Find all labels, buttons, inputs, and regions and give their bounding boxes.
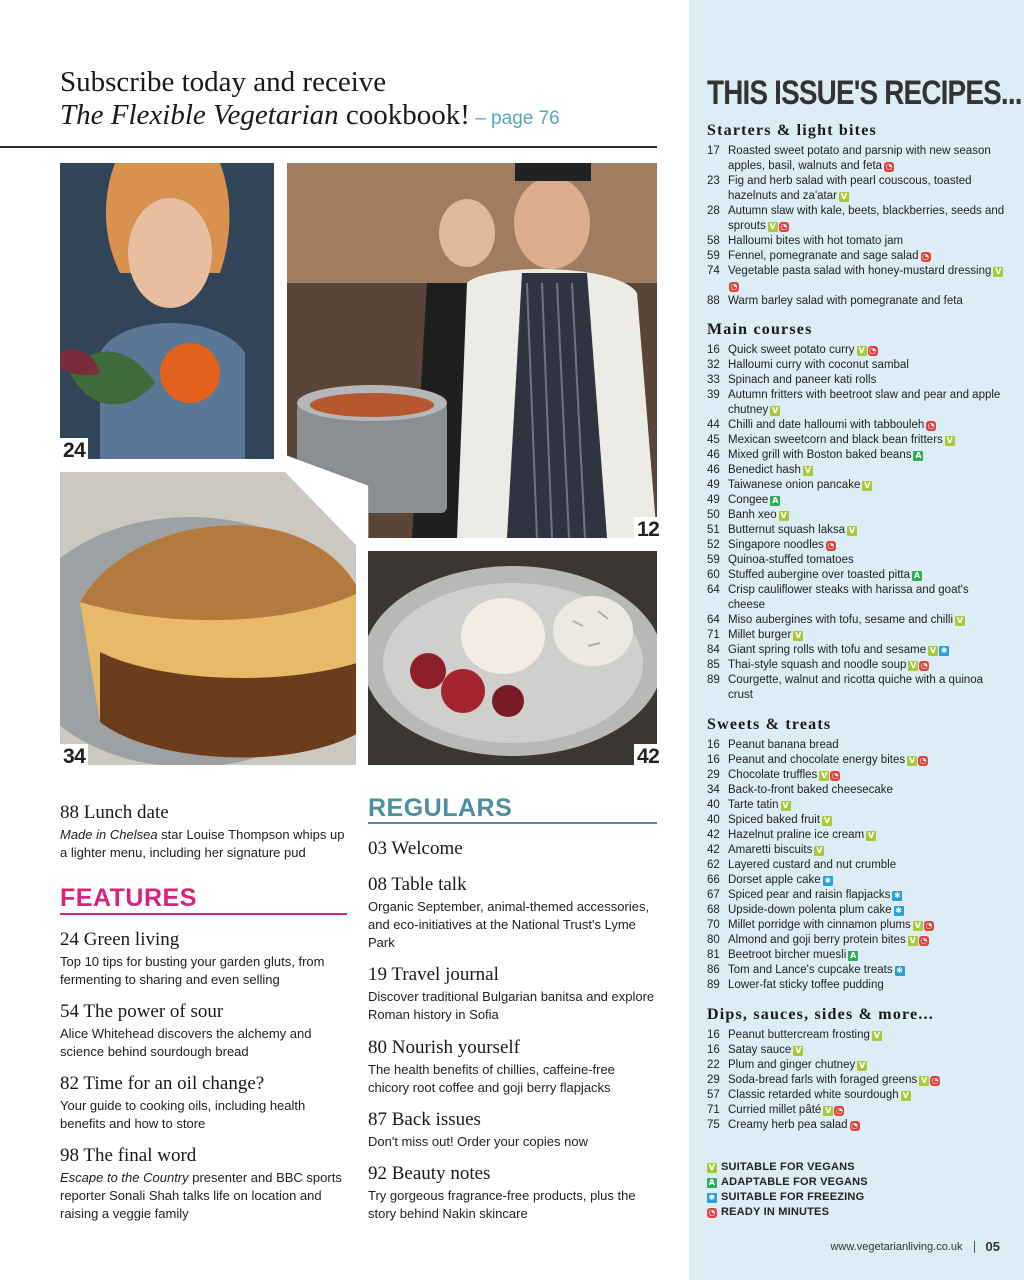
recipe-name: Halloumi curry with coconut sambal bbox=[728, 359, 909, 371]
ready-in-minutes-clock-icon: ◔ bbox=[730, 282, 738, 291]
recipe-name: Quinoa-stuffed tomatoes bbox=[728, 554, 854, 566]
recipe-page-number: 62 bbox=[707, 859, 720, 871]
recipe-page-number: 64 bbox=[707, 614, 720, 626]
article-desc: Top 10 tips for busting your garden gluts, from fermenting to sharing and even selling bbox=[60, 954, 325, 987]
recipe-item[interactable] bbox=[707, 264, 1007, 294]
ready-in-minutes-clock-icon: ◔ bbox=[827, 541, 835, 550]
article-title: 87 Back issues bbox=[368, 1109, 481, 1130]
recipe-page-number: 59 bbox=[707, 250, 720, 262]
recipe-item[interactable] bbox=[707, 583, 1007, 613]
recipe-name: Spiced baked fruit bbox=[728, 814, 821, 826]
freezing-snowflake-icon: ✱ bbox=[824, 876, 832, 885]
recipe-item[interactable] bbox=[707, 523, 1007, 538]
recipe-page-number: 16 bbox=[707, 739, 720, 751]
article-title: 19 Travel journal bbox=[368, 964, 499, 985]
recipe-page-number: 49 bbox=[707, 494, 720, 506]
recipe-page-number: 68 bbox=[707, 904, 720, 916]
freezing-snowflake-icon: ✱ bbox=[894, 891, 901, 900]
features-heading: FEATURES bbox=[60, 884, 197, 912]
recipe-name: Almond and goji berry protein bites bbox=[728, 934, 906, 946]
recipe-name: Singapore noodles bbox=[728, 539, 824, 551]
article-desc: Alice Whitehead discovers the alchemy and science behind sourdough bread bbox=[60, 1026, 312, 1059]
recipe-item[interactable] bbox=[707, 613, 1007, 628]
recipe-name: Amaretti biscuits bbox=[728, 844, 813, 856]
article-title: 08 Table talk bbox=[368, 874, 467, 895]
article-title: 54 The power of sour bbox=[60, 1001, 224, 1022]
recipe-item[interactable] bbox=[707, 813, 1007, 828]
features-divider bbox=[60, 913, 347, 915]
recipe-item[interactable] bbox=[707, 903, 1007, 918]
vegan-icon: V bbox=[772, 406, 779, 415]
recipe-page-number: 34 bbox=[707, 784, 720, 796]
recipe-page-number: 89 bbox=[707, 674, 720, 686]
recipe-item[interactable] bbox=[707, 388, 1007, 418]
recipe-item[interactable] bbox=[707, 478, 1007, 493]
freezing-snowflake-icon: ✱ bbox=[896, 966, 903, 975]
recipe-page-number: 42 bbox=[707, 844, 720, 856]
ready-in-minutes-clock-icon: ◔ bbox=[927, 421, 935, 430]
freezing-snowflake-icon: ✱ bbox=[708, 1193, 716, 1202]
recipe-page-number: 59 bbox=[707, 554, 720, 566]
vegan-icon: V bbox=[930, 646, 937, 655]
subscribe-line-rest: cookbook! bbox=[338, 99, 470, 131]
vegan-icon: V bbox=[804, 466, 811, 475]
freezing-snowflake-icon: ✱ bbox=[940, 646, 948, 655]
recipe-page-number: 51 bbox=[707, 524, 720, 536]
recipe-item[interactable] bbox=[707, 343, 1007, 358]
legend-item bbox=[707, 1160, 868, 1175]
recipe-name: Thai-style squash and noodle soup bbox=[728, 659, 907, 671]
photo-page-number: 34 bbox=[60, 744, 88, 768]
recipe-page-number: 23 bbox=[707, 175, 720, 187]
recipe-section-heading: Dips, sauces, sides & more... bbox=[707, 1006, 934, 1023]
legend-label: SUITABLE FOR FREEZING bbox=[721, 1191, 865, 1203]
vegan-icon: V bbox=[769, 222, 776, 231]
feature-article[interactable] bbox=[60, 1001, 350, 1061]
legend-label: SUITABLE FOR VEGANS bbox=[721, 1161, 855, 1173]
article-title: 88 Lunch date bbox=[60, 802, 169, 823]
article-desc: The health benefits of chillies, caffeine-free chicory root coffee and goji berry flapjacks bbox=[368, 1062, 615, 1095]
recipe-item[interactable] bbox=[707, 373, 1007, 388]
recipe-item[interactable] bbox=[707, 753, 1007, 768]
recipe-name: Upside-down polenta plum cake bbox=[728, 904, 892, 916]
regular-article[interactable] bbox=[368, 838, 658, 860]
recipe-page-number: 45 bbox=[707, 434, 720, 446]
vegan-icon: V bbox=[708, 1163, 716, 1172]
recipe-name: Autumn fritters with beetroot slaw and pear and apple chutney bbox=[728, 389, 1001, 416]
adaptable-vegan-icon: A bbox=[772, 496, 779, 505]
recipe-item[interactable] bbox=[707, 858, 1007, 873]
subscribe-line: Subscribe today and receive bbox=[60, 66, 387, 98]
page-footer bbox=[830, 1239, 1000, 1254]
recipe-item[interactable] bbox=[707, 673, 1007, 703]
recipe-item[interactable] bbox=[707, 144, 1007, 174]
recipe-name: Roasted sweet potato and parsnip with new season apples, basil, walnuts and feta bbox=[728, 145, 991, 172]
vegan-icon: V bbox=[910, 661, 917, 670]
recipe-page-number: 66 bbox=[707, 874, 720, 886]
recipe-name: Dorset apple cake bbox=[728, 874, 821, 886]
recipe-page-number: 17 bbox=[707, 145, 720, 157]
recipe-page-number: 75 bbox=[707, 1119, 720, 1131]
photo-page-number: 42 bbox=[634, 744, 662, 768]
recipe-item[interactable] bbox=[707, 738, 1007, 753]
recipe-item[interactable] bbox=[707, 798, 1007, 813]
recipe-name: Fennel, pomegranate and sage salad bbox=[728, 250, 919, 262]
ready-in-minutes-clock-icon: ◔ bbox=[835, 1106, 843, 1115]
recipe-name: Spinach and paneer kati rolls bbox=[728, 374, 877, 386]
recipe-name: Banh xeo bbox=[728, 509, 777, 521]
vegan-icon: V bbox=[864, 481, 871, 490]
recipe-item[interactable] bbox=[707, 1103, 1007, 1118]
recipe-page-number: 71 bbox=[707, 629, 720, 641]
recipe-section-heading: Starters & light bites bbox=[707, 122, 877, 139]
recipe-item[interactable] bbox=[707, 1028, 1007, 1043]
ready-in-minutes-clock-icon: ◔ bbox=[885, 162, 893, 171]
recipe-page-number: 86 bbox=[707, 964, 720, 976]
recipe-page-number: 29 bbox=[707, 769, 720, 781]
cookbook-title: The Flexible Vegetarian bbox=[60, 99, 339, 131]
recipe-item[interactable] bbox=[707, 508, 1007, 523]
recipe-item[interactable] bbox=[707, 1088, 1007, 1103]
recipe-section-starters bbox=[707, 121, 1007, 309]
recipe-item[interactable] bbox=[707, 948, 1007, 963]
recipe-item[interactable] bbox=[707, 1118, 1007, 1133]
recipe-page-number: 70 bbox=[707, 919, 720, 931]
recipe-section-heading: Main courses bbox=[707, 321, 813, 338]
vegan-icon: V bbox=[946, 436, 953, 445]
recipe-name: Courgette, walnut and ricotta quiche with a quinoa crust bbox=[728, 674, 984, 701]
recipe-page-number: 71 bbox=[707, 1104, 720, 1116]
recipe-page-number: 33 bbox=[707, 374, 720, 386]
recipe-item[interactable] bbox=[707, 963, 1007, 978]
vegan-icon: V bbox=[780, 511, 787, 520]
recipe-name: Beetroot bircher muesli bbox=[728, 949, 847, 961]
ready-in-minutes-clock-icon: ◔ bbox=[920, 661, 928, 670]
recipe-item[interactable] bbox=[707, 463, 1007, 478]
recipe-item[interactable] bbox=[707, 918, 1007, 933]
recipe-page-number: 84 bbox=[707, 644, 720, 656]
ready-in-minutes-clock-icon: ◔ bbox=[931, 1076, 939, 1085]
recipe-name: Hazelnut praline ice cream bbox=[728, 829, 865, 841]
lunch-date-article[interactable] bbox=[60, 802, 350, 862]
vegan-icon: V bbox=[873, 1031, 881, 1040]
recipe-name: Classic retarded white sourdough bbox=[728, 1089, 899, 1101]
article-desc: star Louise Thompson whips up a lighter menu, including her signature pud bbox=[60, 827, 345, 860]
legend-label: ADAPTABLE FOR VEGANS bbox=[721, 1176, 868, 1188]
article-desc: presenter and BBC sports reporter Sonali Shah talks life on location and raising a veggie family bbox=[60, 1170, 342, 1221]
recipe-item[interactable] bbox=[707, 294, 1007, 309]
recipe-page-number: 58 bbox=[707, 235, 720, 247]
recipe-name: Congee bbox=[728, 494, 769, 506]
subscribe-page-link[interactable]: – page 76 bbox=[469, 108, 560, 129]
vegan-icon: V bbox=[795, 1046, 802, 1055]
legend-item bbox=[707, 1205, 868, 1220]
ready-in-minutes-clock-icon: ◔ bbox=[831, 771, 839, 780]
recipe-section-mains bbox=[707, 320, 1007, 703]
recipes-title: THIS ISSUE'S RECIPES... bbox=[707, 74, 1022, 112]
recipe-name: Creamy herb pea salad bbox=[728, 1119, 848, 1131]
recipe-name: Vegetable pasta salad with honey-mustard dressing bbox=[728, 265, 992, 277]
recipe-name: Benedict hash bbox=[728, 464, 801, 476]
header-divider bbox=[0, 146, 657, 148]
recipe-name: Butternut squash laksa bbox=[728, 524, 845, 536]
adaptable-vegan-icon: A bbox=[913, 571, 921, 580]
recipe-item[interactable] bbox=[707, 249, 1007, 264]
recipe-section-dips bbox=[707, 1005, 1007, 1133]
vegan-icon: V bbox=[840, 192, 848, 201]
recipe-name: Halloumi bites with hot tomato jam bbox=[728, 235, 904, 247]
recipe-item[interactable] bbox=[707, 174, 1007, 204]
ready-in-minutes-clock-icon: ◔ bbox=[920, 936, 928, 945]
article-desc: Your guide to cooking oils, including health benefits and how to store bbox=[60, 1098, 306, 1131]
vegan-icon: V bbox=[816, 846, 823, 855]
recipe-item[interactable] bbox=[707, 553, 1007, 568]
recipe-name: Mexican sweetcorn and black bean fritters bbox=[728, 434, 943, 446]
recipe-section-heading: Sweets & treats bbox=[707, 716, 832, 733]
ready-in-minutes-clock-icon: ◔ bbox=[780, 222, 788, 231]
recipe-name: Crisp cauliflower steaks with harissa and goat's cheese bbox=[728, 584, 969, 611]
recipe-item[interactable] bbox=[707, 448, 1007, 463]
feature-article[interactable] bbox=[60, 1073, 350, 1133]
recipe-item[interactable] bbox=[707, 538, 1007, 553]
recipe-item[interactable] bbox=[707, 888, 1007, 903]
recipe-page-number: 81 bbox=[707, 949, 720, 961]
legend-label: READY IN MINUTES bbox=[721, 1206, 830, 1218]
recipe-page-number: 57 bbox=[707, 1089, 720, 1101]
recipe-item[interactable] bbox=[707, 568, 1007, 583]
regulars-heading: REGULARS bbox=[368, 794, 513, 822]
recipe-item[interactable] bbox=[707, 873, 1007, 888]
adaptable-vegan-icon: A bbox=[915, 451, 922, 460]
vegan-icon: V bbox=[909, 936, 916, 945]
recipe-name: Autumn slaw with kale, beets, blackberries, seeds and sprouts bbox=[728, 205, 1005, 232]
recipe-page-number: 64 bbox=[707, 584, 720, 596]
regular-article[interactable] bbox=[368, 1037, 658, 1097]
ready-in-minutes-clock-icon: ◔ bbox=[869, 346, 877, 355]
recipe-page-number: 22 bbox=[707, 1059, 720, 1071]
recipe-page-number: 80 bbox=[707, 934, 720, 946]
regulars-divider bbox=[368, 822, 657, 824]
recipe-page-number: 52 bbox=[707, 539, 720, 551]
recipe-name: Satay sauce bbox=[728, 1044, 792, 1056]
recipe-section-sweets bbox=[707, 715, 1007, 993]
recipe-name: Miso aubergines with tofu, sesame and chilli bbox=[728, 614, 954, 626]
recipe-item[interactable] bbox=[707, 418, 1007, 433]
recipe-name: Spiced pear and raisin flapjacks bbox=[728, 889, 891, 901]
recipe-page-number: 40 bbox=[707, 799, 720, 811]
footer-divider bbox=[974, 1241, 975, 1253]
recipe-item[interactable] bbox=[707, 358, 1007, 373]
recipe-page-number: 16 bbox=[707, 344, 720, 356]
article-title: 98 The final word bbox=[60, 1145, 197, 1166]
recipe-item[interactable] bbox=[707, 1073, 1007, 1088]
adaptable-vegan-icon: A bbox=[850, 951, 857, 960]
vegan-icon: V bbox=[909, 756, 916, 765]
recipe-item[interactable] bbox=[707, 1058, 1007, 1073]
page-number: 05 bbox=[985, 1239, 1000, 1254]
vegan-icon: V bbox=[859, 1061, 866, 1070]
ready-in-minutes-clock-icon: ◔ bbox=[922, 252, 930, 261]
recipe-item[interactable] bbox=[707, 828, 1007, 843]
article-title: 92 Beauty notes bbox=[368, 1163, 491, 1184]
recipe-name: Chocolate truffles bbox=[728, 769, 818, 781]
vegan-icon: V bbox=[868, 831, 875, 840]
recipe-item[interactable] bbox=[707, 933, 1007, 948]
recipe-page-number: 32 bbox=[707, 359, 720, 371]
show-title: Made in Chelsea bbox=[60, 827, 158, 842]
recipe-name: Millet burger bbox=[728, 629, 792, 641]
recipe-item[interactable] bbox=[707, 768, 1007, 783]
recipe-name: Layered custard and nut crumble bbox=[728, 859, 897, 871]
recipe-name: Giant spring rolls with tofu and sesame bbox=[728, 644, 927, 656]
recipe-page-number: 49 bbox=[707, 479, 720, 491]
article-desc: Try gorgeous fragrance-free products, plus the story behind Nakin skincare bbox=[368, 1188, 636, 1221]
recipe-page-number: 16 bbox=[707, 1029, 720, 1041]
regular-article[interactable] bbox=[368, 1163, 658, 1223]
recipe-item[interactable] bbox=[707, 843, 1007, 858]
cheesecake-photo[interactable] bbox=[60, 472, 356, 765]
vegan-icon: V bbox=[995, 267, 1002, 276]
vegan-icon: V bbox=[795, 631, 802, 640]
recipe-name: Stuffed aubergine over toasted pitta bbox=[728, 569, 911, 581]
recipe-page-number: 50 bbox=[707, 509, 720, 521]
recipe-item[interactable] bbox=[707, 1043, 1007, 1058]
recipe-item[interactable] bbox=[707, 658, 1007, 673]
recipe-page-number: 44 bbox=[707, 419, 720, 431]
recipe-item[interactable] bbox=[707, 643, 1007, 658]
freezing-snowflake-icon: ✱ bbox=[895, 906, 902, 915]
vegan-icon: V bbox=[782, 801, 789, 810]
recipe-item[interactable] bbox=[707, 204, 1007, 234]
adaptable-vegan-icon: A bbox=[708, 1178, 716, 1187]
recipe-name: Millet porridge with cinnamon plums bbox=[728, 919, 911, 931]
recipe-name: Tarte tatin bbox=[728, 799, 779, 811]
website-link[interactable]: www.vegetarianliving.co.uk bbox=[830, 1240, 963, 1253]
recipe-item[interactable] bbox=[707, 234, 1007, 249]
recipe-page-number: 88 bbox=[707, 295, 720, 307]
vegan-icon: V bbox=[956, 616, 964, 625]
vegan-icon: V bbox=[848, 526, 856, 535]
vegan-icon: V bbox=[825, 1106, 832, 1115]
recipe-item[interactable] bbox=[707, 493, 1007, 508]
recipe-name: Tom and Lance's cupcake treats bbox=[728, 964, 893, 976]
legend-item bbox=[707, 1175, 868, 1190]
ice-cream-dessert-photo[interactable] bbox=[368, 551, 657, 765]
feature-article[interactable] bbox=[60, 1145, 352, 1223]
article-title: 24 Green living bbox=[60, 929, 180, 950]
recipe-page-number: 89 bbox=[707, 979, 720, 991]
ready-in-minutes-clock-icon: ◔ bbox=[925, 921, 933, 930]
recipe-page-number: 28 bbox=[707, 205, 720, 217]
article-title: 82 Time for an oil change? bbox=[60, 1073, 265, 1094]
article-title: 03 Welcome bbox=[368, 838, 463, 859]
vegan-icon: V bbox=[914, 921, 921, 930]
recipe-name: Quick sweet potato curry bbox=[728, 344, 855, 356]
vegan-icon: V bbox=[821, 771, 828, 780]
recipe-name: Curried millet pâté bbox=[728, 1104, 822, 1116]
article-desc: Discover traditional Bulgarian banitsa and explore Roman history in Sofia bbox=[368, 989, 655, 1022]
feature-article[interactable] bbox=[60, 929, 350, 989]
recipe-page-number: 42 bbox=[707, 829, 720, 841]
table-talk-photo[interactable] bbox=[287, 163, 657, 538]
recipe-name: Lower-fat sticky toffee pudding bbox=[728, 979, 884, 991]
recipe-page-number: 74 bbox=[707, 265, 720, 277]
recipe-name: Soda-bread farls with foraged greens bbox=[728, 1074, 918, 1086]
recipe-page-number: 16 bbox=[707, 1044, 720, 1056]
vegan-icon: V bbox=[921, 1076, 928, 1085]
ready-in-minutes-clock-icon: ◔ bbox=[919, 756, 927, 765]
photo-page-number: 12 bbox=[634, 517, 662, 541]
regular-article[interactable] bbox=[368, 964, 658, 1024]
photo-page-number: 24 bbox=[60, 438, 88, 462]
vegan-icon: V bbox=[858, 346, 865, 355]
regular-article[interactable] bbox=[368, 874, 658, 952]
recipe-page-number: 85 bbox=[707, 659, 720, 671]
recipe-name: Peanut and chocolate energy bites bbox=[728, 754, 906, 766]
regular-article[interactable] bbox=[368, 1109, 658, 1151]
recipe-page-number: 60 bbox=[707, 569, 720, 581]
show-title: Escape to the Country bbox=[60, 1170, 189, 1185]
recipe-item[interactable] bbox=[707, 783, 1007, 798]
recipe-page-number: 46 bbox=[707, 464, 720, 476]
recipe-name: Back-to-front baked cheesecake bbox=[728, 784, 893, 796]
recipe-item[interactable] bbox=[707, 628, 1007, 643]
recipe-page-number: 46 bbox=[707, 449, 720, 461]
recipe-page-number: 40 bbox=[707, 814, 720, 826]
vegan-icon: V bbox=[823, 816, 831, 825]
article-desc: Organic September, animal-themed accessories, and eco-initiatives at the National Trust's Lyme Park bbox=[368, 899, 650, 950]
recipe-page-number: 29 bbox=[707, 1074, 720, 1086]
green-living-photo[interactable] bbox=[60, 163, 274, 459]
recipe-page-number: 16 bbox=[707, 754, 720, 766]
ready-in-minutes-clock-icon: ◔ bbox=[708, 1208, 716, 1217]
recipe-name: Chilli and date halloumi with tabbouleh bbox=[728, 419, 925, 431]
recipe-name: Warm barley salad with pomegranate and feta bbox=[728, 295, 963, 307]
article-title: 80 Nourish yourself bbox=[368, 1037, 520, 1058]
recipe-key-legend bbox=[707, 1160, 868, 1220]
recipe-page-number: 39 bbox=[707, 389, 720, 401]
recipe-item[interactable] bbox=[707, 433, 1007, 448]
legend-item bbox=[707, 1190, 868, 1205]
recipe-item[interactable] bbox=[707, 978, 1007, 993]
recipe-name: Taiwanese onion pancake bbox=[728, 479, 861, 491]
recipe-name: Peanut buttercream frosting bbox=[728, 1029, 870, 1041]
recipe-name: Mixed grill with Boston baked beans bbox=[728, 449, 912, 461]
recipe-name: Peanut banana bread bbox=[728, 739, 839, 751]
subscribe-promo[interactable] bbox=[60, 66, 660, 135]
recipe-name: Plum and ginger chutney bbox=[728, 1059, 856, 1071]
article-desc: Don't miss out! Order your copies now bbox=[368, 1134, 588, 1149]
ready-in-minutes-clock-icon: ◔ bbox=[851, 1121, 859, 1130]
vegan-icon: V bbox=[902, 1091, 909, 1100]
recipe-name: Fig and herb salad with pearl couscous, toasted hazelnuts and za'atar bbox=[728, 175, 972, 202]
recipe-page-number: 67 bbox=[707, 889, 720, 901]
